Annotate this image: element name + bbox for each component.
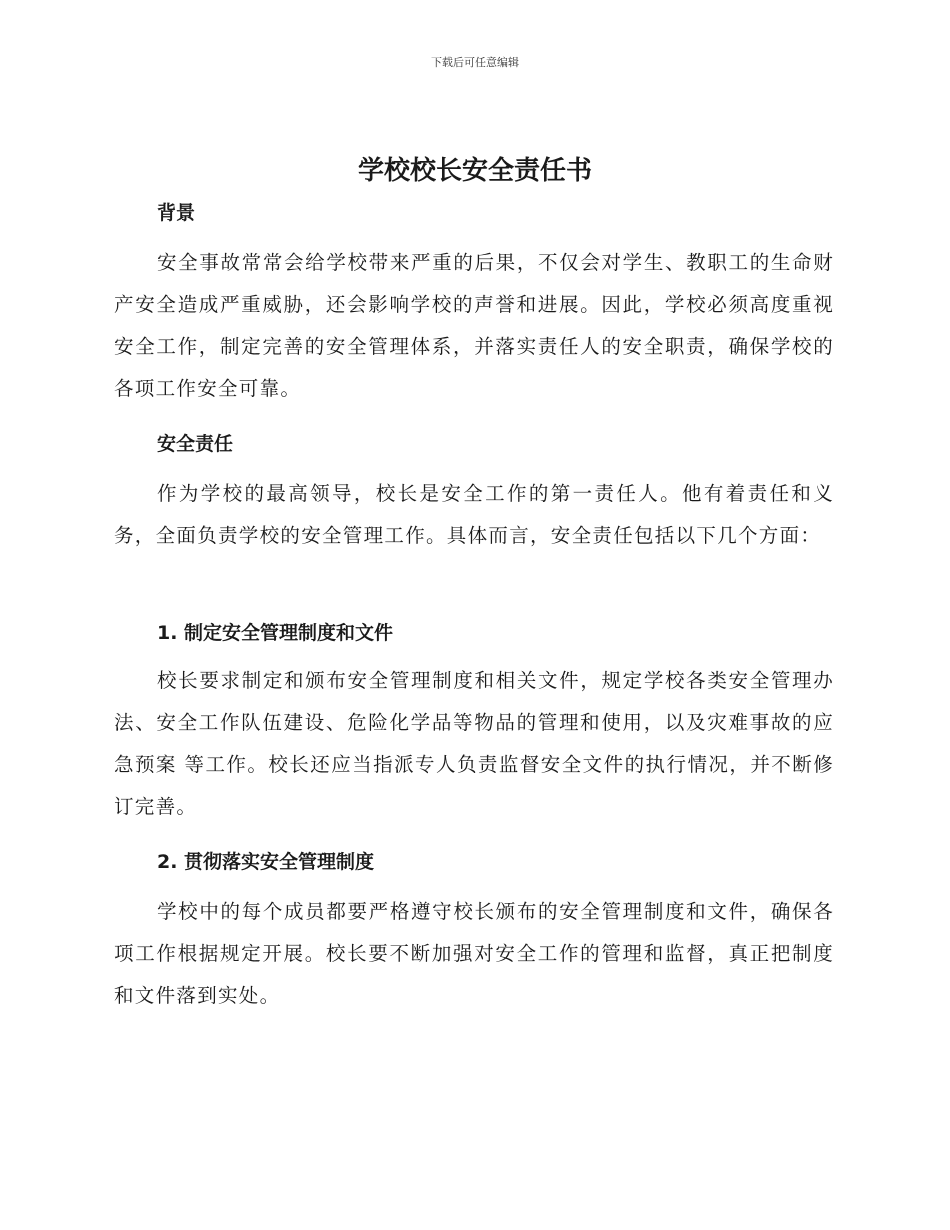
section-paragraph-safety-responsibility: 作为学校的最高领导，校长是安全工作的第一责任人。他有着责任和义务，全面负责学校的安全管理工作。具体而言，安全责任包括以下几个方面： [114,482,834,547]
document-title: 学校校长安全责任书 [357,156,592,186]
section-heading-safety-responsibility: 安全责任 [157,433,234,455]
section-heading-background: 背景 [157,202,196,224]
section-paragraph-implement-system: 学校中的每个成员都要严格遵守校长颁布的安全管理制度和文件，确保各项工作根据规定开展。校长要不断加强对安全工作的管理和监督，真正把制度和文件落到实处。 [114,900,834,1007]
section-paragraph-background: 安全事故常常会给学校带来严重的后果，不仅会对学生、教职工的生命财产安全造成严重威胁，还会影响学校的声誉和进展。因此，学校必须高度重视安全工作，制定完善的安全管理体系，并落实责任人的安全职责，确保学校的各项工作安全可靠。 [114,251,834,400]
section-paragraph-establish-system: 校长要求制定和颁布安全管理制度和相关文件，规定学校各类安全管理办法、安全工作队伍建设、危险化学品等物品的管理和使用，以及灾难事故的应急预案 等工作。校长还应当指派专人负责监督安全文件的执行情况，并不断修订完善。 [114,669,834,818]
section-heading-establish-system: 1. 制定安全管理制度和文件 [157,622,394,644]
page-header: 下载后可任意编辑 [431,56,519,69]
section-heading-implement-system: 2. 贯彻落实安全管理制度 [157,851,375,873]
